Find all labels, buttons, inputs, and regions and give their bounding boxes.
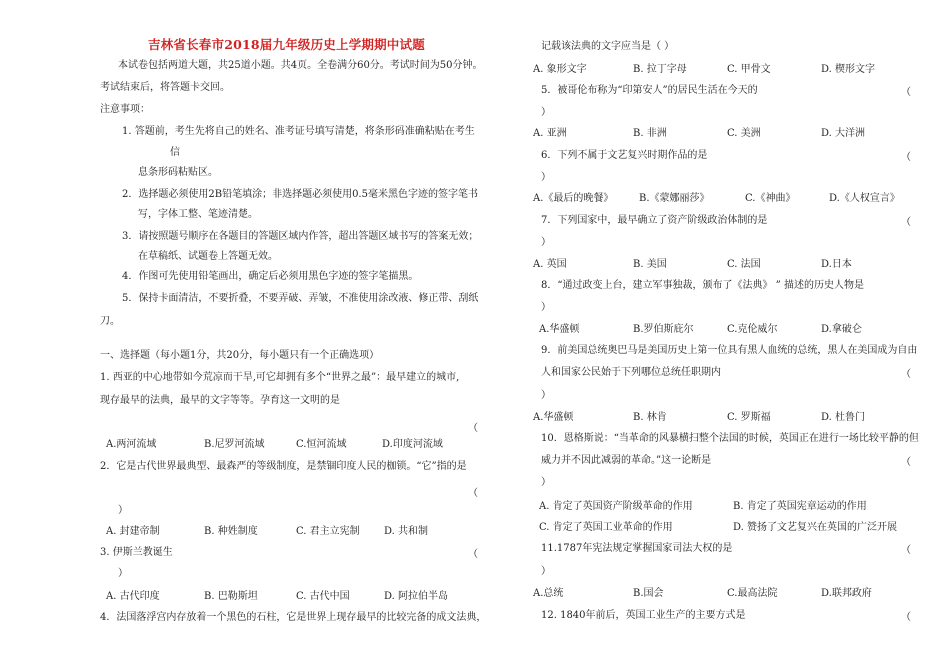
- notice-5: 5．保持卡面清洁，不要折叠，不要弄破、弄皱，不准使用涂改液、修正带、刮纸: [122, 293, 479, 304]
- notice-4: 4．作图可先使用铅笔画出，确定后必须用黑色字迹的签字笔描黑。: [122, 271, 419, 282]
- q10-option-c[interactable]: C. 肯定了英国工业革命的作用: [539, 522, 673, 533]
- q3-paren-open: （: [468, 549, 478, 560]
- q4-option-a[interactable]: A. 象形文字: [533, 64, 587, 75]
- q6-paren-close: ）: [541, 172, 551, 183]
- q2-option-d[interactable]: D. 共和制: [384, 526, 429, 537]
- q11-option-a[interactable]: A.总统: [533, 588, 564, 599]
- q12-line-1: 12. 1840年前后，英国工业生产的主要方式是: [541, 610, 746, 621]
- q7-option-b[interactable]: B. 美国: [633, 259, 667, 270]
- q9-option-d[interactable]: D. 杜鲁门: [821, 412, 866, 423]
- intro-line-2: 考试结束后，将答题卡交回。: [100, 82, 230, 93]
- q1-option-b[interactable]: B.尼罗河流域: [204, 439, 265, 450]
- q10-line-2: 威力并不因此减弱的革命。”这一论断是: [541, 455, 712, 466]
- q8-option-a[interactable]: A.华盛顿: [539, 324, 580, 335]
- q9-line-2: 人和国家公民始于下列哪位总统任职期内: [541, 367, 721, 378]
- q5-paren-close: ）: [541, 107, 551, 118]
- q4-option-b[interactable]: B. 拉丁字母: [633, 64, 687, 75]
- q8-option-d[interactable]: D.拿破仑: [821, 324, 862, 335]
- q6-line-1: 6．下列不属于文艺复兴时期作品的是: [541, 150, 708, 161]
- q7-paren-close: ）: [541, 237, 551, 248]
- q9-paren-open: （: [901, 369, 911, 380]
- notice-1-cont-b: 息条形码粘贴区。: [138, 167, 218, 178]
- q3-line-1: 3. 伊斯兰教诞生: [100, 547, 173, 558]
- q4-line-2: 记载该法典的文字应当是（ ）: [541, 41, 675, 52]
- q5-option-d[interactable]: D. 大洋洲: [821, 128, 866, 139]
- q7-option-c[interactable]: C. 法国: [727, 259, 761, 270]
- q9-option-b[interactable]: B. 林肯: [633, 412, 667, 423]
- q6-option-d[interactable]: D.《人权宣言》: [829, 193, 900, 204]
- q4-line-1: 4．法国落浮宫内存放着一个黑色的石柱，它是世界上现存最早的比较完备的成文法典，: [100, 612, 487, 623]
- q8-line-1: 8．“通过政变上台，建立军事独裁，颁布了《法典》 ” 描述的历史人物是: [541, 280, 864, 291]
- q4-option-d[interactable]: D. 楔形文字: [821, 64, 876, 75]
- q10-option-b[interactable]: B. 肯定了英国宪章运动的作用: [733, 501, 867, 512]
- q9-paren-close: ）: [541, 390, 551, 401]
- notice-3: 3．请按照题号顺序在各题目的答题区域内作答，超出答题区域书写的答案无效；: [122, 231, 479, 242]
- q3-paren-close: ）: [118, 568, 128, 579]
- q11-paren-open: （: [901, 545, 911, 556]
- q5-line-1: 5．被哥伦布称为“印第安人”的居民生活在今天的: [541, 85, 758, 96]
- q1-paren-open: （: [468, 423, 478, 434]
- q2-paren-open: （: [468, 488, 478, 499]
- q11-option-d[interactable]: D.联邦政府: [821, 588, 872, 599]
- q9-option-c[interactable]: C. 罗斯福: [727, 412, 771, 423]
- notice-1-cont-a: 信: [170, 147, 180, 158]
- q8-paren-close: ）: [541, 302, 551, 313]
- q3-option-c[interactable]: C. 古代中国: [296, 591, 350, 602]
- q6-paren-open: （: [901, 152, 911, 163]
- q9-line-1: 9．前美国总统奥巴马是美国历史上第一位具有黑人血统的总统，黑人在美国成为自由: [541, 345, 918, 356]
- q5-paren-open: （: [901, 87, 911, 98]
- notice-heading: 注意事项：: [100, 104, 150, 115]
- q2-line-1: 2．它是古代世界最典型、最森严的等级制度，是禁锢印度人民的枷锁。“它”指的是: [100, 461, 467, 472]
- notice-3-cont: 在草稿纸、试题卷上答题无效。: [138, 251, 278, 262]
- q10-option-a[interactable]: A. 肯定了英国资产阶级革命的作用: [539, 501, 693, 512]
- q2-option-a[interactable]: A. 封建帝制: [106, 526, 160, 537]
- q11-paren-close: ）: [541, 566, 551, 577]
- q1-option-d[interactable]: D.印度河流域: [382, 439, 443, 450]
- q8-option-b[interactable]: B.罗伯斯庇尔: [633, 324, 694, 335]
- q7-paren-open: （: [901, 217, 911, 228]
- notice-5-cont: 刀。: [100, 316, 120, 327]
- page-title: 吉林省长春市2018届九年级历史上学期期中试题: [148, 37, 425, 52]
- q11-option-b[interactable]: B.国会: [633, 588, 664, 599]
- q1-option-c[interactable]: C.恒河流域: [296, 439, 347, 450]
- q5-option-b[interactable]: B. 非洲: [633, 128, 667, 139]
- q7-option-a[interactable]: A. 英国: [533, 259, 567, 270]
- q3-option-a[interactable]: A. 古代印度: [106, 591, 160, 602]
- q10-paren-open: （: [901, 457, 911, 468]
- q11-line-1: 11.1787年宪法规定掌握国家司法大权的是: [541, 543, 733, 554]
- q5-option-a[interactable]: A. 亚洲: [533, 128, 567, 139]
- q1-line-2: 现存最早的法典，最早的文字等等。孕育这一文明的是: [100, 395, 340, 406]
- q2-option-b[interactable]: B. 种姓制度: [204, 526, 258, 537]
- q1-line-1: 1. 西亚的中心地带如今荒凉而干旱,可它却拥有多个“世界之最”：最早建立的城市,: [100, 372, 460, 383]
- q4-option-c[interactable]: C. 甲骨文: [727, 64, 771, 75]
- q12-paren-open: （: [901, 612, 911, 623]
- notice-2-cont: 写，字体工整、笔迹清楚。: [138, 209, 258, 220]
- q7-line-1: 7．下列国家中，最早确立了资产阶级政治体制的是: [541, 215, 768, 226]
- q6-option-a[interactable]: A.《最后的晚餐》: [533, 193, 614, 204]
- q8-option-c[interactable]: C.克伦威尔: [727, 324, 778, 335]
- q2-paren-close: ）: [118, 505, 128, 516]
- q10-option-d[interactable]: D. 赞扬了文艺复兴在英国的广泛开展: [733, 522, 898, 533]
- q10-line-1: 10．恩格斯说：“当革命的风暴横扫整个法国的时候，英国正在进行一场比较平静的但: [541, 433, 919, 444]
- q2-option-c[interactable]: C. 君主立宪制: [296, 526, 360, 537]
- q6-option-b[interactable]: B.《蒙娜丽莎》: [639, 193, 710, 204]
- section-heading: 一、选择题（每小题1分，共20分，每小题只有一个正确选项）: [100, 350, 380, 361]
- q3-option-d[interactable]: D. 阿拉伯半岛: [384, 591, 449, 602]
- q10-paren-close: ）: [541, 477, 551, 488]
- intro-line-1: 本试卷包括两道大题，共25道小题。共4页。全卷满分60分。考试时间为50分钟。: [118, 60, 483, 71]
- q7-option-d[interactable]: D.日本: [821, 259, 852, 270]
- notice-2: 2．选择题必须使用2B铅笔填涂；非选择题必须使用0.5毫米黑色字迹的签字笔书: [122, 189, 478, 200]
- q5-option-c[interactable]: C. 美洲: [727, 128, 761, 139]
- q9-option-a[interactable]: A.华盛顿: [533, 412, 574, 423]
- notice-1: 1. 答题前，考生先将自己的姓名、准考证号填写清楚，将条形码准确粘贴在考生: [122, 126, 475, 137]
- q3-option-b[interactable]: B. 巴勒斯坦: [204, 591, 258, 602]
- q11-option-c[interactable]: C.最高法院: [727, 588, 778, 599]
- q1-option-a[interactable]: A.两河流域: [106, 439, 157, 450]
- q6-option-c[interactable]: C.《神曲》: [745, 193, 796, 204]
